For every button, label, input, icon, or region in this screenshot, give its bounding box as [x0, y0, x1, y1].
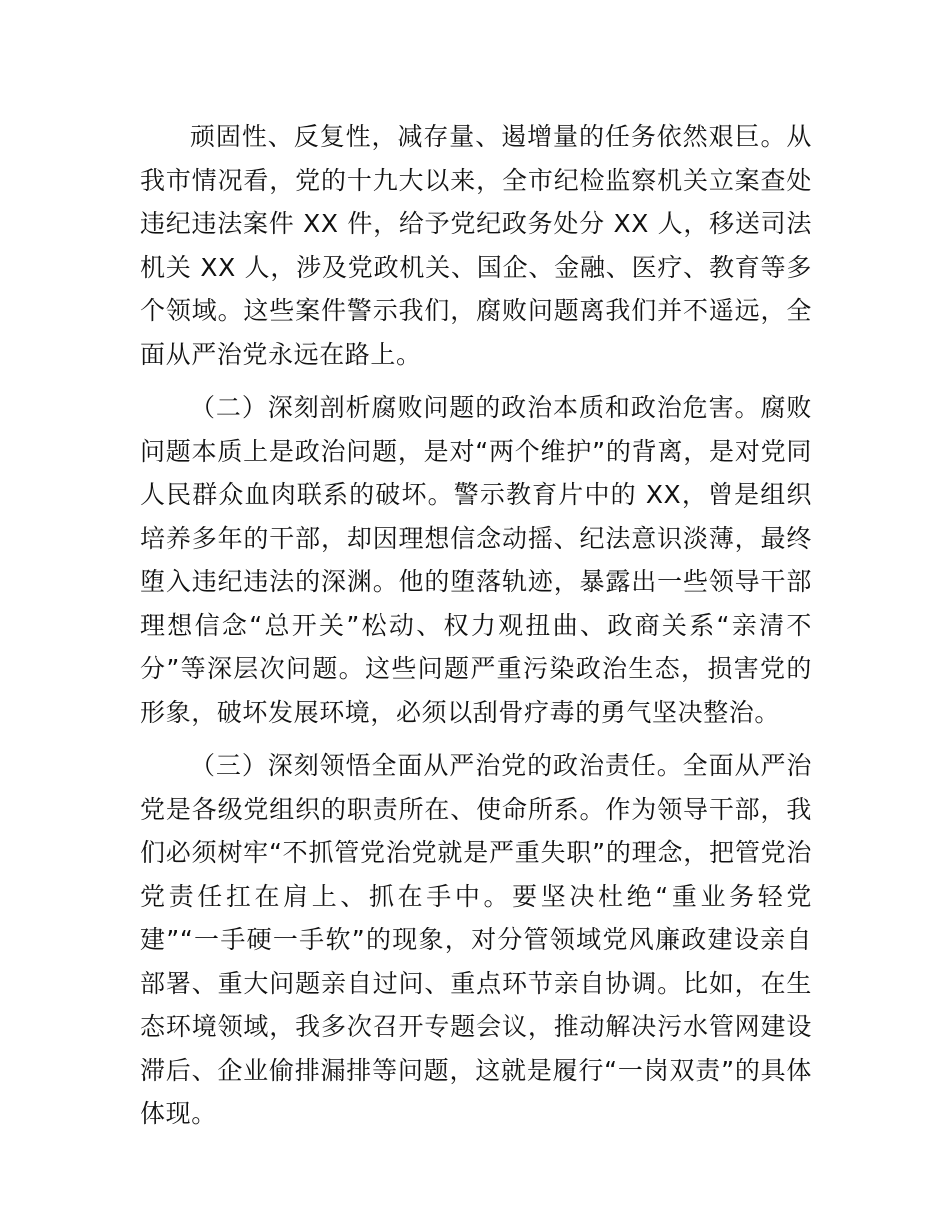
paragraph-section-three: （三）深刻领悟全面从严治党的政治责任。全面从严治党是各级党组织的职责所在、使命所系。作为领导干部，我们必须树牢“不抓管党治党就是严重失职”的理念，把管党治党责任扛在肩上、抓在手中。要坚决杜绝“重业务轻党建”“一手硬一手软”的现象，对分管领域党风廉政建设亲自部署、重大问题亲自过问、重点环节亲自协调。比如，在生态环境领域，我多次召开专题会议，推动解决污水管网建设滞后、企业偷排漏排等问题，这就是履行“一岗双责”的具体体现。 [140, 751, 812, 1128]
paragraph-section-two: （二）深刻剖析腐败问题的政治本质和政治危害。腐败问题本质上是政治问题，是对“两个维护”的背离，是对党同人民群众血肉联系的破坏。警示教育片中的 XX，曾是组织培养多年的干部，却因理想信念动摇、纪法意识淡薄，最终堕入违纪违法的深渊。他的堕落轨迹，暴露出一些领导干部理想信念“总开关”松动、权力观扭曲、政商关系“亲清不分”等深层次问题。这些问题严重污染政治生态，损害党的形象，破坏发展环境，必须以刮骨疗毒的勇气坚决整治。 [140, 393, 812, 727]
paragraph-task-severity: 顽固性、反复性，减存量、遏增量的任务依然艰巨。从我市情况看，党的十九大以来，全市纪检监察机关立案查处违纪违法案件 XX 件，给予党纪政务处分 XX 人，移送司法机关 XX 人，涉及党政机关、国企、金融、医疗、教育等多个领域。这些案件警示我们，腐败问题离我们并不遥远，全面从严治党永远在路上。 [140, 122, 812, 369]
document-body [140, 115, 812, 1146]
